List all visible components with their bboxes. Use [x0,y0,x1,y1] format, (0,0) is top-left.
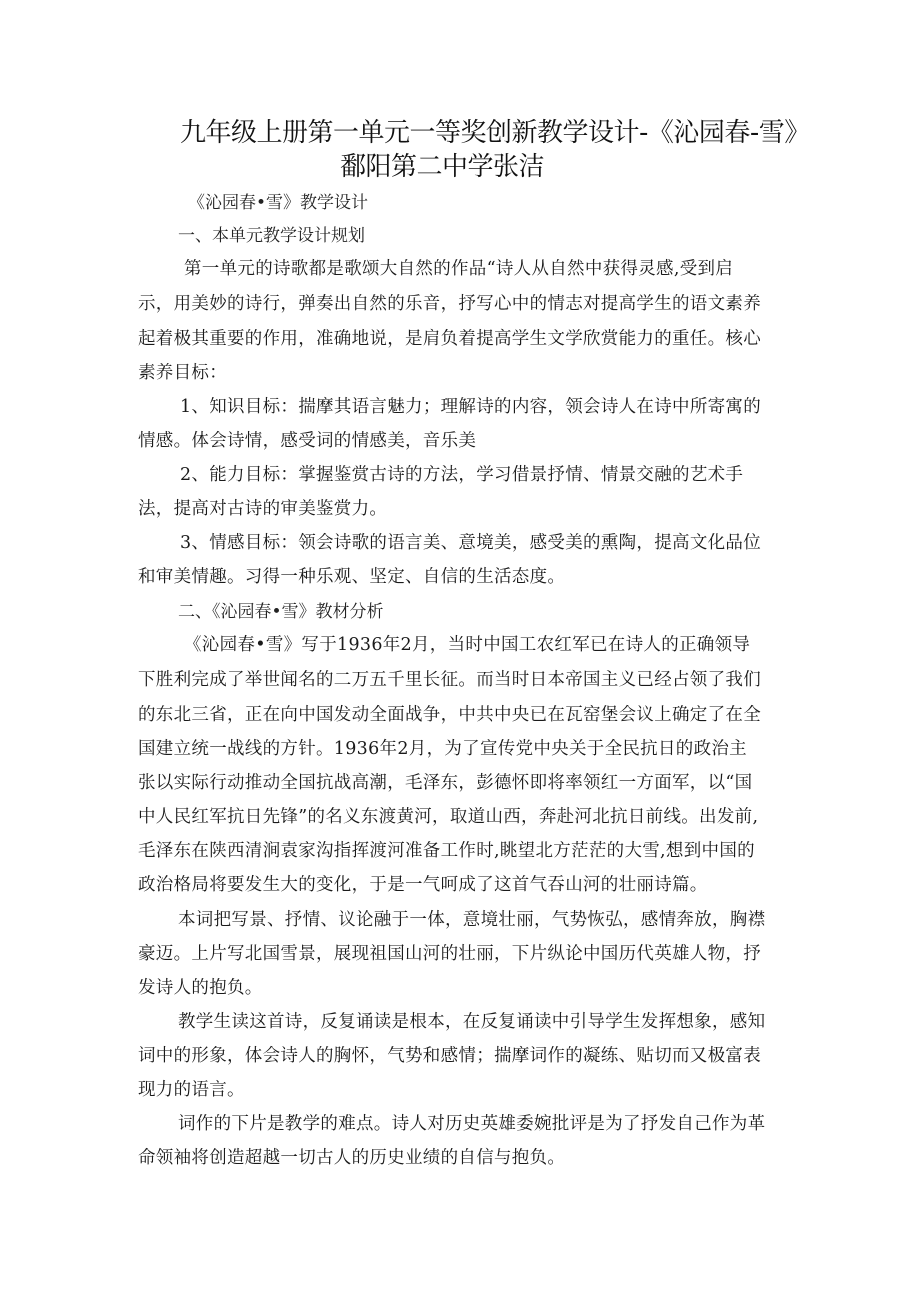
goal-ability-cont: 法，提高对古诗的审美鉴赏力。 [138,499,388,519]
paragraph-line: 现力的语言。 [138,1080,245,1100]
paragraph-line: 起着极其重要的作用，准确地说，是肩负着提高学生文学欣赏能力的重任。核心 [138,329,761,349]
document-author: 鄱阳第二中学张洁 [340,152,545,182]
paragraph-line: 毛泽东在陕西清涧袁家沟指挥渡河准备工作时,眺望北方茫茫的大雪,想到中国的 [138,841,755,861]
goal-knowledge-cont: 情感。体会诗情，感受词的情感美，音乐美 [138,431,477,451]
paragraph-line: 命领袖将创造超越一切古人的历史业绩的自信与抱负。 [138,1148,566,1168]
paragraph-line: 张以实际行动推动全国抗战高潮，毛泽东，彭德怀即将率领红一方面军，以“国 [138,773,753,793]
paragraph-line: 下胜利完成了举世闻名的二万五千里长征。而当时日本帝国主义已经占领了我们 [138,670,761,690]
goal-ability: 2、能力目标：掌握鉴赏古诗的方法，学习借景抒情、情景交融的艺术手 [180,465,744,485]
paragraph-line: 词作的下片是教学的难点。诗人对历史英雄委婉批评是为了抒发自己作为革 [178,1114,766,1134]
paragraph-line: 本词把写景、抒情、议论融于一体，意境壮丽，气势恢弘，感情奔放，胸襟 [178,910,766,930]
goal-emotion-cont: 和审美情趣。习得一种乐观、坚定、自信的生活态度。 [138,567,566,587]
goal-knowledge: 1、知识目标：揣摩其语言魅力；理解诗的内容，领会诗人在诗中所寄寓的 [180,397,762,417]
paragraph-line: 发诗人的抱负。 [138,978,263,998]
section-heading-1: 一、本单元教学设计规划 [178,226,365,246]
paragraph-line: 素养目标： [138,363,227,383]
paragraph-line: 政治格局将要发生大的变化，于是一气呵成了这首气吞山河的壮丽诗篇。 [138,875,708,895]
paragraph-line: 第一单元的诗歌都是歌颂大自然的作品“诗人从自然中获得灵感,受到启 [184,259,734,279]
goal-emotion: 3、情感目标：领会诗歌的语言美、意境美，感受美的熏陶，提高文化品位 [180,533,762,553]
paragraph-line: 的东北三省，正在向中国发动全面战争，中共中央已在瓦窑堡会议上确定了在全 [138,705,761,725]
design-subtitle: 《沁园春•雪》教学设计 [188,193,369,213]
paragraph-line: 豪迈。上片写北国雪景，展现祖国山河的壮丽，下片纵论中国历代英雄人物，抒 [138,944,761,964]
paragraph-line: 中人民红军抗日先锋”的名义东渡黄河，取道山西，奔赴河北抗日前线。出发前, [138,807,759,827]
document-title: 九年级上册第一单元一等奖创新教学设计-《沁园春-雪》 [180,118,810,148]
paragraph-line: 示，用美妙的诗行，弹奏出自然的乐音，抒写心中的情志对提高学生的语文素养 [138,294,761,314]
paragraph-line: 《沁园春•雪》写于1936年2月，当时中国工农红军已在诗人的正确领导 [184,635,751,655]
paragraph-line: 词中的形象，体会诗人的胸怀，气势和感情；揣摩词作的凝练、贴切而又极富表 [138,1046,761,1066]
paragraph-line: 国建立统一战线的方针。1936年2月，为了宣传党中央关于全民抗日的政治主 [138,739,747,759]
paragraph-line: 教学生读这首诗，反复诵读是根本，在反复诵读中引导学生发挥想象，感知 [178,1012,766,1032]
section-heading-2: 二、《沁园春•雪》教材分析 [178,602,384,622]
